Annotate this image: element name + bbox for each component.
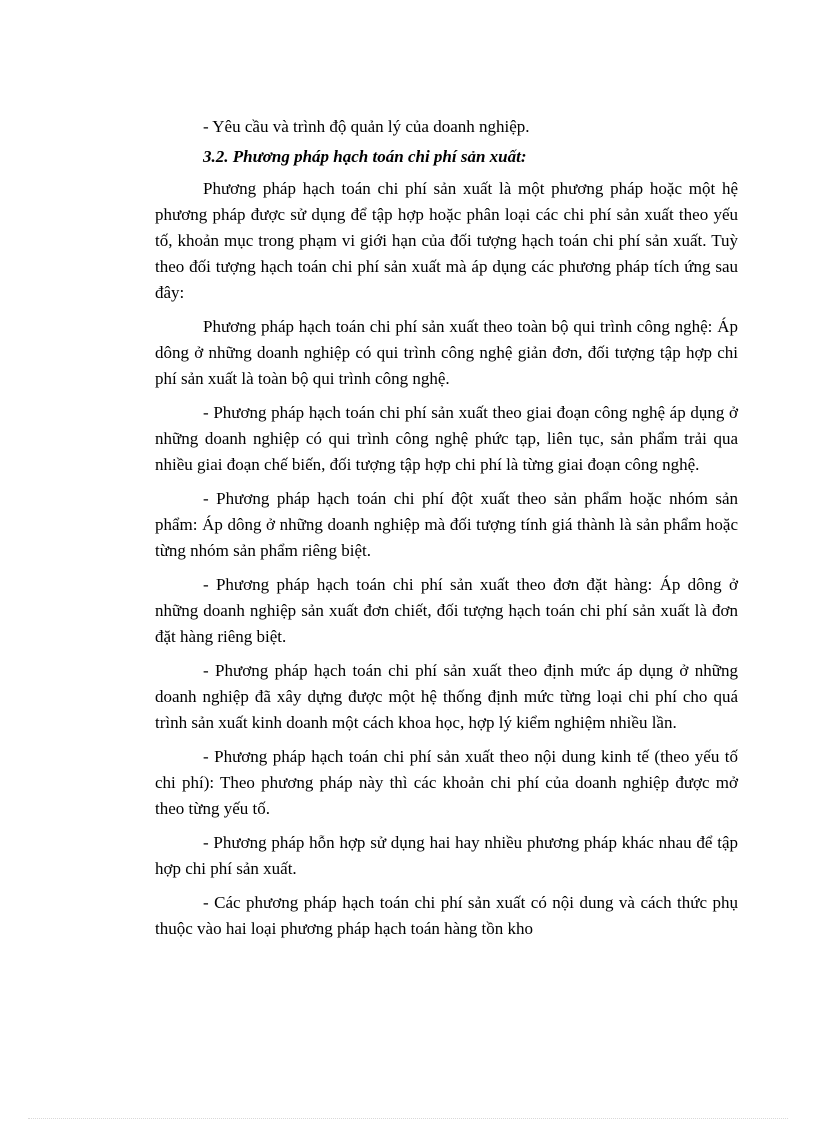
paragraph-by-stage: - Phương pháp hạch toán chi phí sản xuất theo giai đoạn công nghệ áp dụng ở những doanh nghiệp có qui trình công nghệ phức tạp, liên tục, sản phẩm trải qua nhiều giai đoạn chế biến, đối tượng tập hợp chi phí là từng giai đoạn công nghệ. — [155, 403, 738, 474]
document-page — [155, 114, 738, 942]
paragraph-by-economic-content: - Phương pháp hạch toán chi phí sản xuất theo nội dung kinh tế (theo yếu tố chi phí): Theo phương pháp này thì các khoản chi phí của doanh nghiệp được mở theo từng yếu tố. — [155, 747, 738, 818]
paragraph-mixed-method: - Phương pháp hỗn hợp sử dụng hai hay nhiều phương pháp khác nhau để tập hợp chi phí sản xuất. — [155, 833, 738, 878]
page-bottom-divider — [28, 1118, 788, 1119]
intro-line: - Yêu cầu và trình độ quản lý của doanh nghiệp. — [203, 117, 530, 136]
paragraph-inventory-methods: - Các phương pháp hạch toán chi phí sản xuất có nội dung và cách thức phụ thuộc vào hai loại phương pháp hạch toán hàng tồn kho — [155, 893, 738, 938]
paragraph-by-norm: - Phương pháp hạch toán chi phí sản xuất theo định mức áp dụng ở những doanh nghiệp đã xây dựng được một hệ thống định mức từng loại chi phí cho quá trình sản xuất kinh doanh một cách khoa học, hợp lý kiểm nghiệm nhiều lần. — [155, 661, 738, 732]
paragraph-by-order: - Phương pháp hạch toán chi phí sản xuất theo đơn đặt hàng: Áp dông ở những doanh nghiệp sản xuất đơn chiết, đối tượng hạch toán chi phí sản xuất là đơn đặt hàng riêng biệt. — [155, 575, 738, 646]
paragraph-whole-process: Phương pháp hạch toán chi phí sản xuất theo toàn bộ qui trình công nghệ: Áp dông ở những doanh nghiệp có qui trình công nghệ giản đơn, đối tượng tập hợp chi phí sản xuất là toàn bộ qui trình công nghệ. — [155, 317, 738, 388]
paragraph-definition: Phương pháp hạch toán chi phí sản xuất là một phương pháp hoặc một hệ phương pháp được sử dụng để tập hợp hoặc phân loại các chi phí sản xuất theo yếu tố, khoản mục trong phạm vi giới hạn của đối tượng hạch toán chi phí sản xuất. Tuỳ theo đối tượng hạch toán chi phí sản xuất mà áp dụng các phương pháp tích ứng sau đây: — [155, 179, 738, 302]
paragraph-by-product: - Phương pháp hạch toán chi phí đột xuất theo sản phẩm hoặc nhóm sản phẩm: Áp dông ở những doanh nghiệp mà đối tượng tính giá thành là sản phẩm hoặc từng nhóm sản phẩm riêng biệt. — [155, 489, 738, 560]
section-heading: 3.2. Phương pháp hạch toán chi phí sản xuất: — [203, 147, 527, 166]
